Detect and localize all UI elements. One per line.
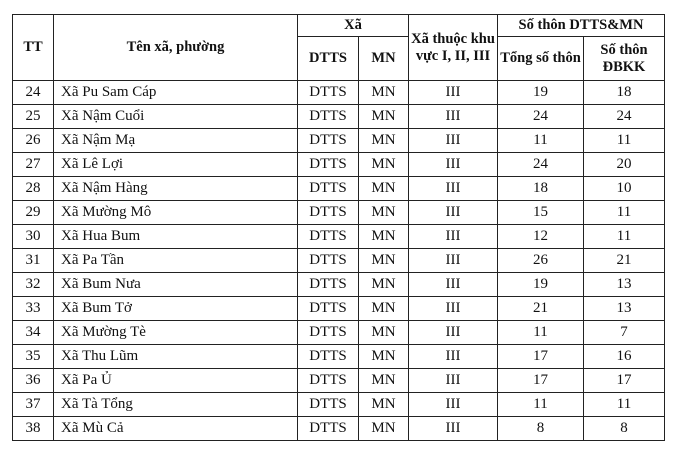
cell-dtts: DTTS bbox=[298, 273, 359, 297]
cell-dtts: DTTS bbox=[298, 249, 359, 273]
cell-tt: 33 bbox=[13, 297, 54, 321]
cell-mn: MN bbox=[359, 105, 409, 129]
header-khu-vuc: Xã thuộc khu vực I, II, III bbox=[409, 15, 498, 81]
table-row bbox=[13, 105, 665, 129]
document-page bbox=[12, 14, 665, 441]
cell-tong-so-thon: 17 bbox=[498, 345, 584, 369]
cell-mn: MN bbox=[359, 225, 409, 249]
cell-so-thon-dbkk: 10 bbox=[584, 177, 665, 201]
cell-tong-so-thon: 15 bbox=[498, 201, 584, 225]
table-body bbox=[13, 81, 665, 441]
header-so-thon-dbkk: Số thôn ĐBKK bbox=[584, 37, 665, 81]
cell-khu-vuc: III bbox=[409, 177, 498, 201]
cell-khu-vuc: III bbox=[409, 249, 498, 273]
cell-so-thon-dbkk: 11 bbox=[584, 129, 665, 153]
cell-so-thon-dbkk: 13 bbox=[584, 297, 665, 321]
commune-table bbox=[12, 14, 665, 441]
cell-so-thon-dbkk: 11 bbox=[584, 225, 665, 249]
cell-dtts: DTTS bbox=[298, 417, 359, 441]
table-row bbox=[13, 225, 665, 249]
cell-tong-so-thon: 19 bbox=[498, 273, 584, 297]
cell-tong-so-thon: 11 bbox=[498, 129, 584, 153]
cell-name: Xã Lê Lợi bbox=[54, 153, 298, 177]
cell-mn: MN bbox=[359, 273, 409, 297]
cell-tong-so-thon: 17 bbox=[498, 369, 584, 393]
cell-khu-vuc: III bbox=[409, 225, 498, 249]
header-mn: MN bbox=[359, 37, 409, 81]
cell-tt: 29 bbox=[13, 201, 54, 225]
cell-khu-vuc: III bbox=[409, 153, 498, 177]
cell-dtts: DTTS bbox=[298, 225, 359, 249]
cell-name: Xã Nậm Cuổi bbox=[54, 105, 298, 129]
cell-name: Xã Nậm Mạ bbox=[54, 129, 298, 153]
table-row bbox=[13, 321, 665, 345]
cell-khu-vuc: III bbox=[409, 393, 498, 417]
cell-mn: MN bbox=[359, 297, 409, 321]
cell-mn: MN bbox=[359, 345, 409, 369]
cell-name: Xã Nậm Hàng bbox=[54, 177, 298, 201]
cell-mn: MN bbox=[359, 417, 409, 441]
cell-so-thon-dbkk: 11 bbox=[584, 393, 665, 417]
cell-tt: 36 bbox=[13, 369, 54, 393]
cell-khu-vuc: III bbox=[409, 129, 498, 153]
cell-name: Xã Mường Mô bbox=[54, 201, 298, 225]
cell-name: Xã Pu Sam Cáp bbox=[54, 81, 298, 105]
cell-tt: 37 bbox=[13, 393, 54, 417]
cell-name: Xã Pa Ủ bbox=[54, 369, 298, 393]
table-row bbox=[13, 177, 665, 201]
cell-so-thon-dbkk: 21 bbox=[584, 249, 665, 273]
table-row bbox=[13, 273, 665, 297]
cell-dtts: DTTS bbox=[298, 321, 359, 345]
table-row bbox=[13, 201, 665, 225]
cell-khu-vuc: III bbox=[409, 81, 498, 105]
cell-dtts: DTTS bbox=[298, 153, 359, 177]
cell-dtts: DTTS bbox=[298, 201, 359, 225]
cell-tt: 34 bbox=[13, 321, 54, 345]
header-name: Tên xã, phường bbox=[54, 15, 298, 81]
cell-mn: MN bbox=[359, 129, 409, 153]
cell-tong-so-thon: 8 bbox=[498, 417, 584, 441]
cell-tt: 24 bbox=[13, 81, 54, 105]
table-header bbox=[13, 15, 665, 81]
cell-so-thon-dbkk: 18 bbox=[584, 81, 665, 105]
cell-tt: 28 bbox=[13, 177, 54, 201]
cell-tong-so-thon: 12 bbox=[498, 225, 584, 249]
cell-tong-so-thon: 11 bbox=[498, 393, 584, 417]
cell-tong-so-thon: 11 bbox=[498, 321, 584, 345]
cell-name: Xã Mường Tè bbox=[54, 321, 298, 345]
cell-khu-vuc: III bbox=[409, 369, 498, 393]
cell-mn: MN bbox=[359, 321, 409, 345]
cell-tt: 27 bbox=[13, 153, 54, 177]
cell-name: Xã Pa Tần bbox=[54, 249, 298, 273]
table-row bbox=[13, 249, 665, 273]
header-tong-so-thon: Tổng số thôn bbox=[498, 37, 584, 81]
cell-dtts: DTTS bbox=[298, 105, 359, 129]
cell-tt: 31 bbox=[13, 249, 54, 273]
cell-so-thon-dbkk: 16 bbox=[584, 345, 665, 369]
cell-khu-vuc: III bbox=[409, 105, 498, 129]
cell-so-thon-dbkk: 17 bbox=[584, 369, 665, 393]
cell-khu-vuc: III bbox=[409, 297, 498, 321]
cell-tt: 26 bbox=[13, 129, 54, 153]
cell-mn: MN bbox=[359, 177, 409, 201]
cell-khu-vuc: III bbox=[409, 345, 498, 369]
cell-tt: 25 bbox=[13, 105, 54, 129]
cell-tong-so-thon: 21 bbox=[498, 297, 584, 321]
cell-khu-vuc: III bbox=[409, 417, 498, 441]
cell-tong-so-thon: 24 bbox=[498, 153, 584, 177]
cell-name: Xã Mù Cả bbox=[54, 417, 298, 441]
cell-so-thon-dbkk: 7 bbox=[584, 321, 665, 345]
table-row bbox=[13, 393, 665, 417]
cell-dtts: DTTS bbox=[298, 177, 359, 201]
cell-dtts: DTTS bbox=[298, 81, 359, 105]
cell-name: Xã Thu Lũm bbox=[54, 345, 298, 369]
cell-mn: MN bbox=[359, 393, 409, 417]
cell-khu-vuc: III bbox=[409, 273, 498, 297]
cell-dtts: DTTS bbox=[298, 393, 359, 417]
table-row bbox=[13, 417, 665, 441]
cell-dtts: DTTS bbox=[298, 297, 359, 321]
table-row bbox=[13, 153, 665, 177]
cell-name: Xã Bum Tở bbox=[54, 297, 298, 321]
cell-dtts: DTTS bbox=[298, 369, 359, 393]
header-so-thon-group: Số thôn DTTS&MN bbox=[498, 15, 665, 37]
table-row bbox=[13, 369, 665, 393]
cell-tt: 35 bbox=[13, 345, 54, 369]
cell-mn: MN bbox=[359, 369, 409, 393]
cell-mn: MN bbox=[359, 249, 409, 273]
cell-khu-vuc: III bbox=[409, 321, 498, 345]
cell-khu-vuc: III bbox=[409, 201, 498, 225]
table-row bbox=[13, 297, 665, 321]
cell-so-thon-dbkk: 11 bbox=[584, 201, 665, 225]
cell-dtts: DTTS bbox=[298, 345, 359, 369]
table-row bbox=[13, 129, 665, 153]
cell-tt: 38 bbox=[13, 417, 54, 441]
cell-mn: MN bbox=[359, 201, 409, 225]
cell-so-thon-dbkk: 8 bbox=[584, 417, 665, 441]
cell-tong-so-thon: 26 bbox=[498, 249, 584, 273]
cell-so-thon-dbkk: 20 bbox=[584, 153, 665, 177]
cell-name: Xã Hua Bum bbox=[54, 225, 298, 249]
cell-name: Xã Tà Tổng bbox=[54, 393, 298, 417]
cell-tong-so-thon: 18 bbox=[498, 177, 584, 201]
cell-tong-so-thon: 19 bbox=[498, 81, 584, 105]
header-tt: TT bbox=[13, 15, 54, 81]
table-row bbox=[13, 345, 665, 369]
cell-tt: 30 bbox=[13, 225, 54, 249]
header-dtts: DTTS bbox=[298, 37, 359, 81]
cell-so-thon-dbkk: 24 bbox=[584, 105, 665, 129]
cell-mn: MN bbox=[359, 81, 409, 105]
cell-dtts: DTTS bbox=[298, 129, 359, 153]
cell-tt: 32 bbox=[13, 273, 54, 297]
cell-name: Xã Bum Nưa bbox=[54, 273, 298, 297]
table-row bbox=[13, 81, 665, 105]
cell-so-thon-dbkk: 13 bbox=[584, 273, 665, 297]
cell-tong-so-thon: 24 bbox=[498, 105, 584, 129]
header-xa: Xã bbox=[298, 15, 409, 37]
cell-mn: MN bbox=[359, 153, 409, 177]
